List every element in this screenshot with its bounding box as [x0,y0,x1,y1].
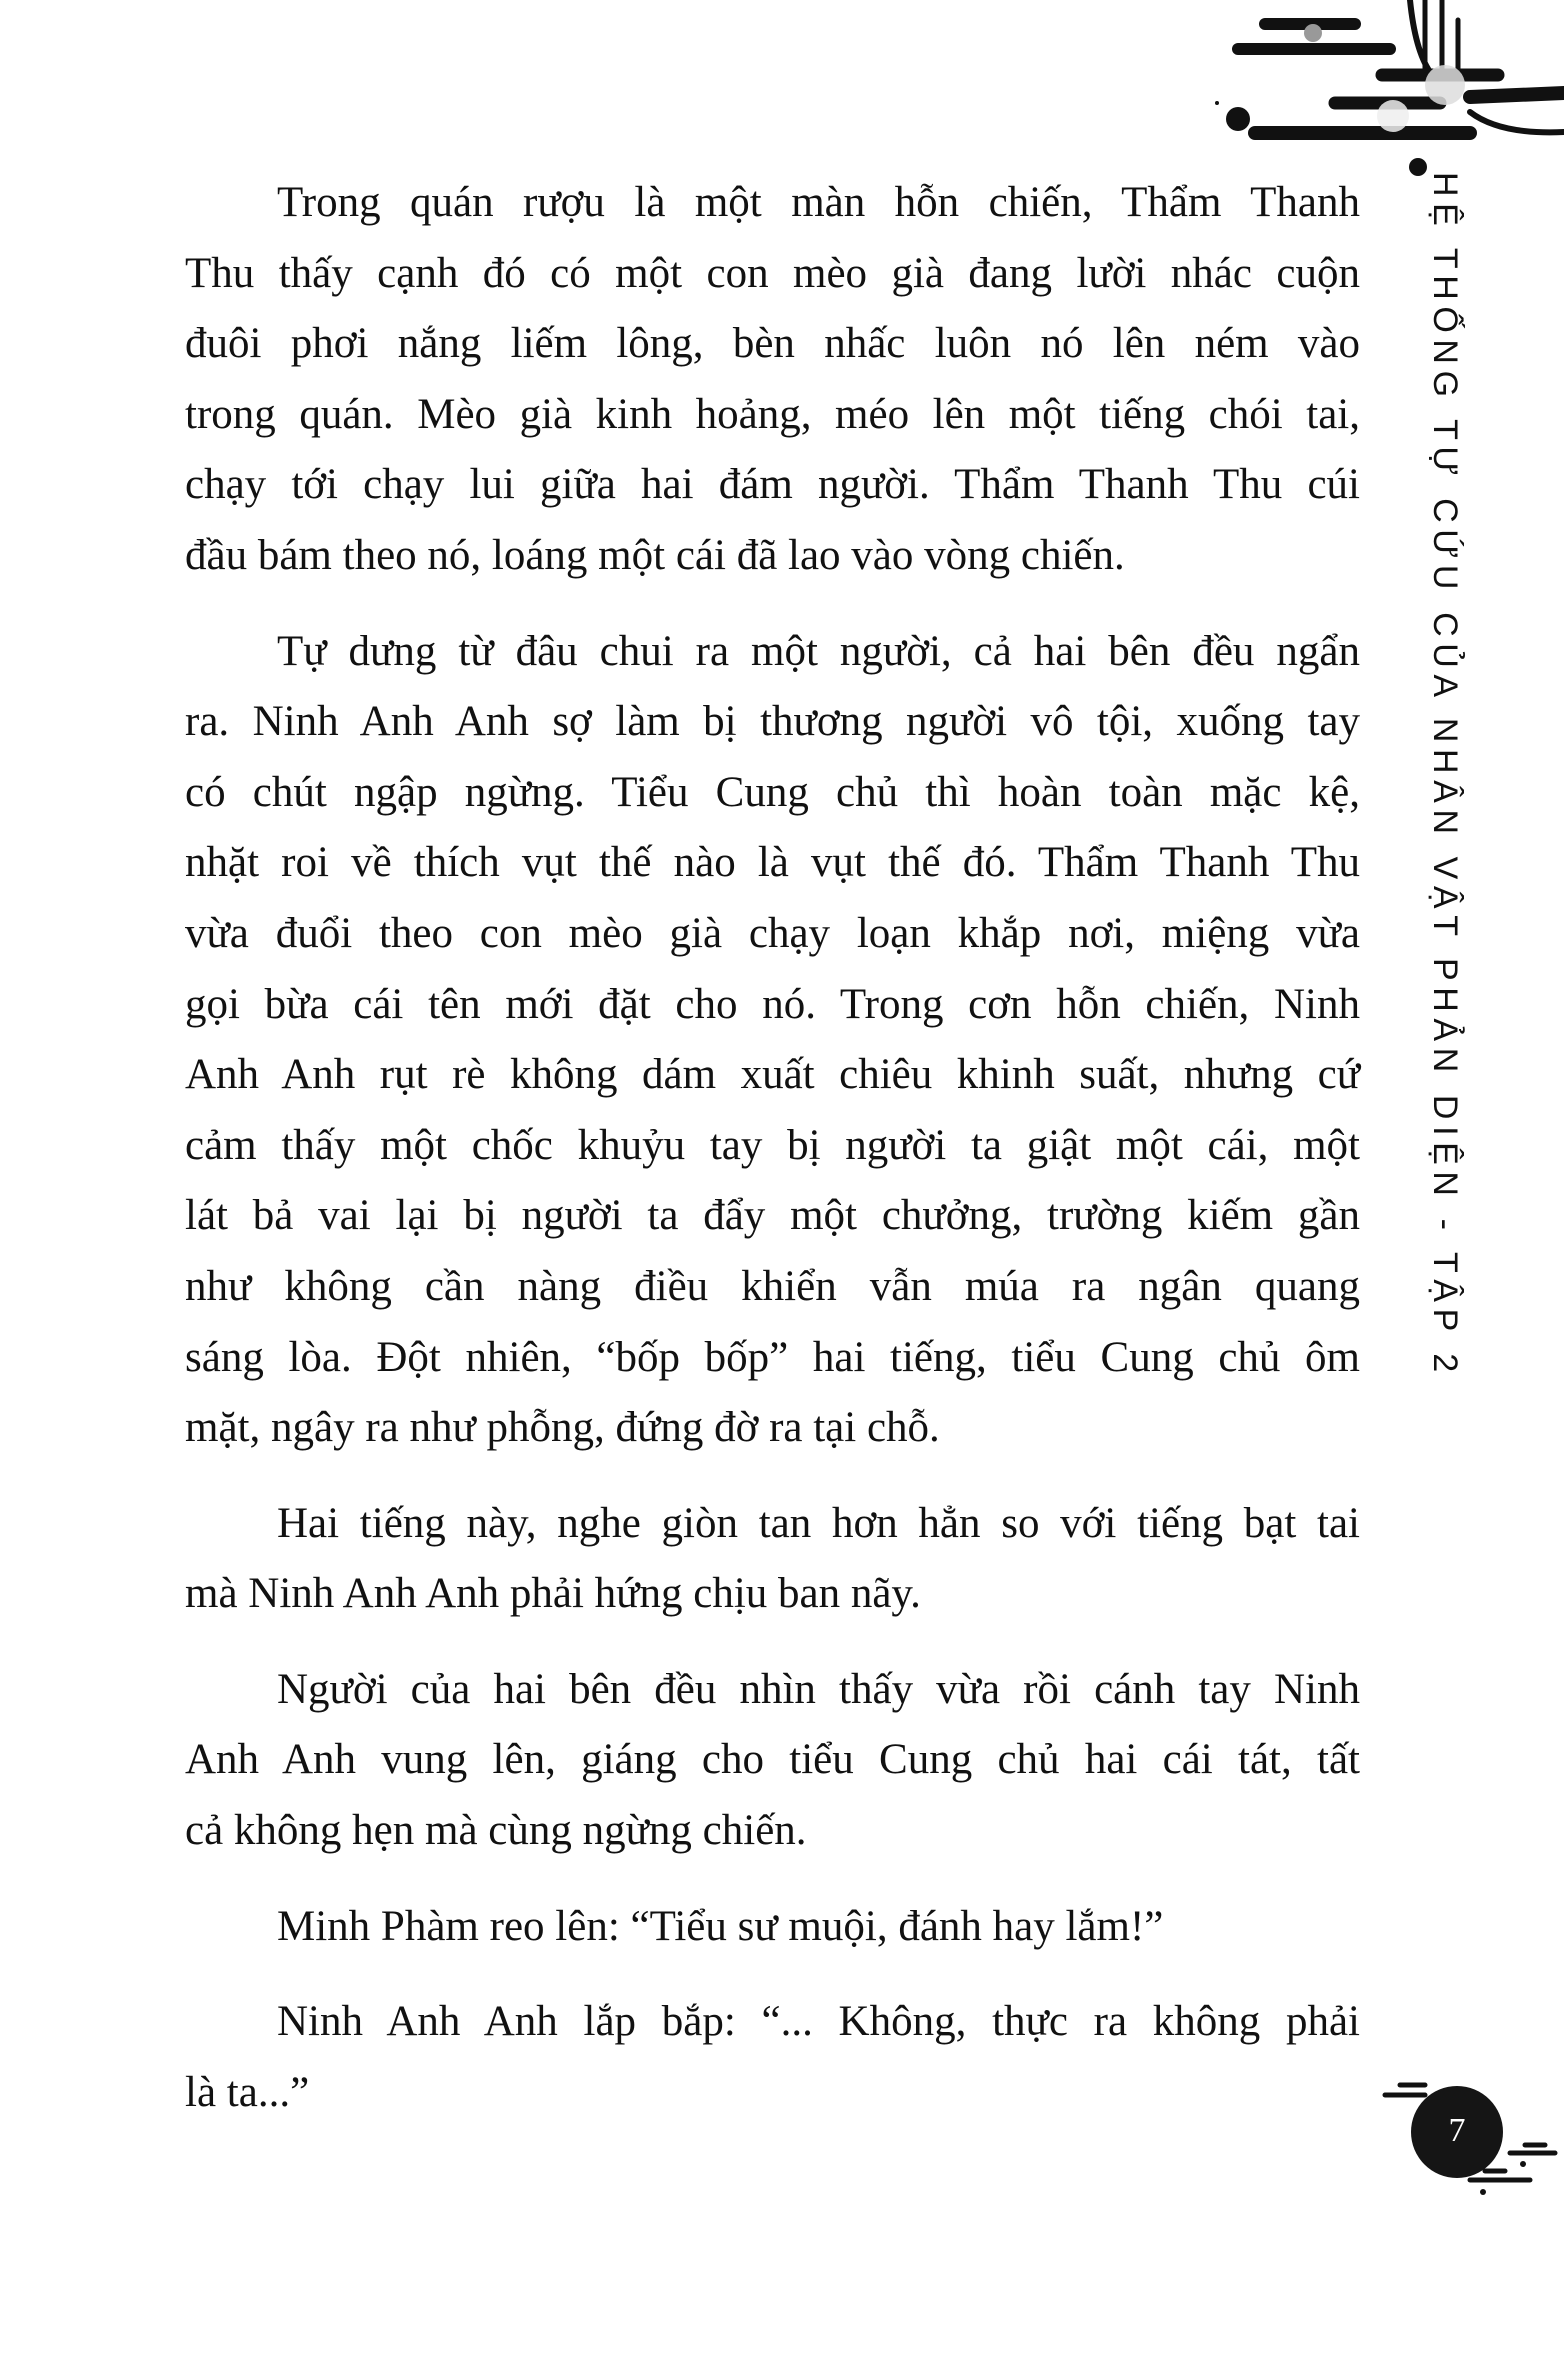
text-line: lát bả vai lại bị người ta đẩy một chưởng, trường kiếm gần [185,1192,1360,1240]
text-line: đuôi phơi nắng liếm lông, bèn nhấc luôn nó lên ném vào [185,320,1360,368]
paragraph [185,1892,1360,1963]
paragraph [185,1655,1360,1867]
text-line: Người của hai bên đều nhìn thấy vừa rồi cánh tay Ninh [277,1665,1360,1713]
body-text [185,168,1360,2153]
text-line: Hai tiếng này, nghe giòn tan hơn hẳn so với tiếng bạt tai [277,1499,1360,1547]
text-line: Thu thấy cạnh đó có một con mèo già đang lười nhác cuộn [185,249,1360,297]
text-line: Ninh Anh Anh lắp bắp: “... Không, thực ra không phải [277,1998,1360,2046]
paragraph [185,1987,1360,2128]
page-number-badge [1380,2080,1564,2210]
text-line: Anh Anh rụt rè không dám xuất chiêu khinh suất, nhưng cứ [185,1051,1360,1099]
text-line: như không cần nàng điều khiển vẫn múa ra ngân quang [185,1262,1360,1310]
text-line: vừa đuổi theo con mèo già chạy loạn khắp nơi, miệng vừa [185,909,1360,957]
text-line: chạy tới chạy lui giữa hai đám người. Thẩm Thanh Thu cúi [185,461,1360,509]
text-line: Trong quán rượu là một màn hỗn chiến, Thẩm Thanh [277,179,1360,226]
paragraph [185,168,1360,592]
page-number: 7 [1448,2112,1466,2149]
text-line: sáng lòa. Đột nhiên, “bốp bốp” hai tiếng, tiểu Cung chủ ôm [185,1333,1360,1381]
text-line: trong quán. Mèo già kinh hoảng, méo lên một tiếng chói tai, [185,390,1360,438]
text-line: mà Ninh Anh Anh phải hứng chịu ban nãy. [185,1570,921,1618]
text-line: mặt, ngây ra như phỗng, đứng đờ ra tại chỗ. [185,1404,940,1452]
text-line: gọi bừa cái tên mới đặt cho nó. Trong cơn hỗn chiến, Ninh [185,980,1360,1028]
text-line: cảm thấy một chốc khuỷu tay bị người ta giật một cái, một [185,1121,1360,1169]
text-line: Minh Phàm reo lên: “Tiểu sư muội, đánh hay lắm!” [277,1902,1164,1950]
paragraph [185,1489,1360,1630]
text-line: ra. Ninh Anh Anh sợ làm bị thương người vô tội, xuống tay [185,698,1360,746]
text-line: là ta...” [185,2068,310,2116]
paragraph [185,617,1360,1464]
running-title: HỆ THỐNG TỰ CỨU CỦA NHÂN VẬT PHẢN DIỆN - TẬP 2 [1426,172,1464,1379]
text-line: đầu bám theo nó, loáng một cái đã lao vào vòng chiến. [185,531,1125,579]
text-line: có chút ngập ngừng. Tiểu Cung chủ thì hoàn toàn mặc kệ, [185,768,1360,816]
text-line: nhặt roi về thích vụt thế nào là vụt thế đó. Thẩm Thanh Thu [185,839,1360,887]
text-line: Tự dưng từ đâu chui ra một người, cả hai bên đều ngẩn [277,627,1360,675]
text-line: Anh Anh vung lên, giáng cho tiểu Cung chủ hai cái tát, tất [185,1736,1360,1784]
text-line: cả không hẹn mà cùng ngừng chiến. [185,1807,807,1855]
